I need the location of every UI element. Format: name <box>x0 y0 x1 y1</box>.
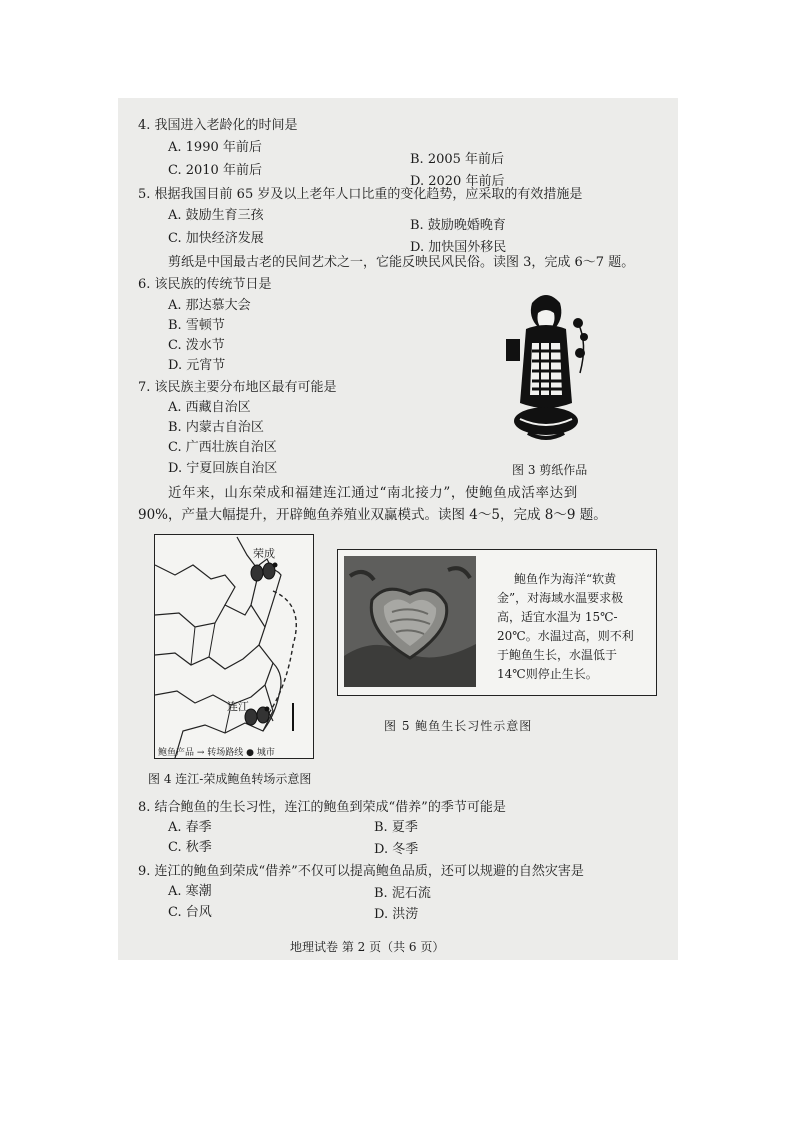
abalone-text-line-6: 14℃则停止生长。 <box>497 667 598 681</box>
intro-6-7: 剪纸是中国最古老的民间艺术之一，它能反映民风民俗。读图 3，完成 6～7 题。 <box>168 255 635 270</box>
abalone-text-line-1: 鲍鱼作为海洋“软黄 <box>514 572 617 586</box>
question-6-option-c: C. 泼水节 <box>168 338 225 353</box>
question-7-option-b: B. 内蒙古自治区 <box>168 420 264 435</box>
question-5-option-a: A. 鼓励生育三孩 <box>168 208 264 223</box>
question-6-option-a: A. 那达慕大会 <box>168 298 251 313</box>
question-7-option-a: A. 西藏自治区 <box>168 400 251 415</box>
question-7-option-d: D. 宁夏回族自治区 <box>168 461 278 476</box>
question-5-stem: 5. 根据我国目前 65 岁及以上老年人口比重的变化趋势，应采取的有效措施是 <box>138 187 583 202</box>
question-9-stem: 9. 连江的鲍鱼到荣成“借养”不仅可以提高鲍鱼品质，还可以规避的自然灾害是 <box>138 864 584 879</box>
paper-cut-figure <box>498 283 594 453</box>
question-8-option-b: B. 夏季 <box>374 820 418 835</box>
question-7-option-c: C. 广西壮族自治区 <box>168 440 277 455</box>
abalone-text-line-3: 高，适宜水温为 15℃- <box>497 610 618 624</box>
question-8-option-a: A. 春季 <box>168 820 212 835</box>
question-5-option-d: D. 加快国外移民 <box>410 240 507 255</box>
question-4-option-c: C. 2010 年前后 <box>168 163 262 178</box>
question-6-stem: 6. 该民族的传统节日是 <box>138 277 272 292</box>
question-4-option-a: A. 1990 年前后 <box>168 140 262 155</box>
question-9-option-d: D. 洪涝 <box>374 907 419 922</box>
figure-4-map <box>154 534 314 759</box>
figure-4-legend: 鲍鱼产品 → 转场路线 ● 城市 <box>158 748 275 758</box>
question-6-option-d: D. 元宵节 <box>168 358 226 373</box>
question-5-option-b: B. 鼓励晚婚晚育 <box>410 218 506 233</box>
question-7-stem: 7. 该民族主要分布地区最有可能是 <box>138 380 337 395</box>
question-6-option-b: B. 雪顿节 <box>168 318 225 333</box>
figure-5-caption: 图 5 鲍鱼生长习性示意图 <box>384 719 533 733</box>
figure-3-caption: 图 3 剪纸作品 <box>512 463 588 477</box>
abalone-photo <box>344 556 476 687</box>
city-label-lianjiang: 连江 <box>227 700 249 713</box>
page-footer: 地理试卷 第 2 页（共 6 页） <box>290 940 445 954</box>
city-label-rongcheng: 荣成 <box>253 547 275 560</box>
intro-8-9-line-2: 90%，产量大幅提升，开辟鲍鱼养殖业双赢模式。读图 4～5，完成 8～9 题。 <box>138 507 607 523</box>
question-5-option-c: C. 加快经济发展 <box>168 231 264 246</box>
abalone-text-line-4: 20℃。水温过高，则不利 <box>497 629 634 643</box>
abalone-text-line-2: 金”，对海域水温要求极 <box>497 591 624 605</box>
question-4-option-d: D. 2020 年前后 <box>410 174 505 189</box>
question-9-option-b: B. 泥石流 <box>374 886 431 901</box>
question-8-stem: 8. 结合鲍鱼的生长习性，连江的鲍鱼到荣成“借养”的季节可能是 <box>138 800 506 815</box>
question-4-stem: 4. 我国进入老龄化的时间是 <box>138 118 298 133</box>
question-9-option-c: C. 台风 <box>168 905 212 920</box>
question-8-option-c: C. 秋季 <box>168 840 212 855</box>
figure-4-caption: 图 4 连江-荣成鲍鱼转场示意图 <box>148 772 312 786</box>
question-9-option-a: A. 寒潮 <box>168 884 212 899</box>
question-8-option-d: D. 冬季 <box>374 842 419 857</box>
abalone-text-line-5: 于鲍鱼生长，水温低于 <box>497 648 618 662</box>
figure-5-box <box>337 549 657 696</box>
intro-8-9-line-1: 近年来，山东荣成和福建连江通过“南北接力”，使鲍鱼成活率达到 <box>168 485 578 501</box>
question-4-option-b: B. 2005 年前后 <box>410 152 505 167</box>
map-drawing <box>155 535 313 758</box>
